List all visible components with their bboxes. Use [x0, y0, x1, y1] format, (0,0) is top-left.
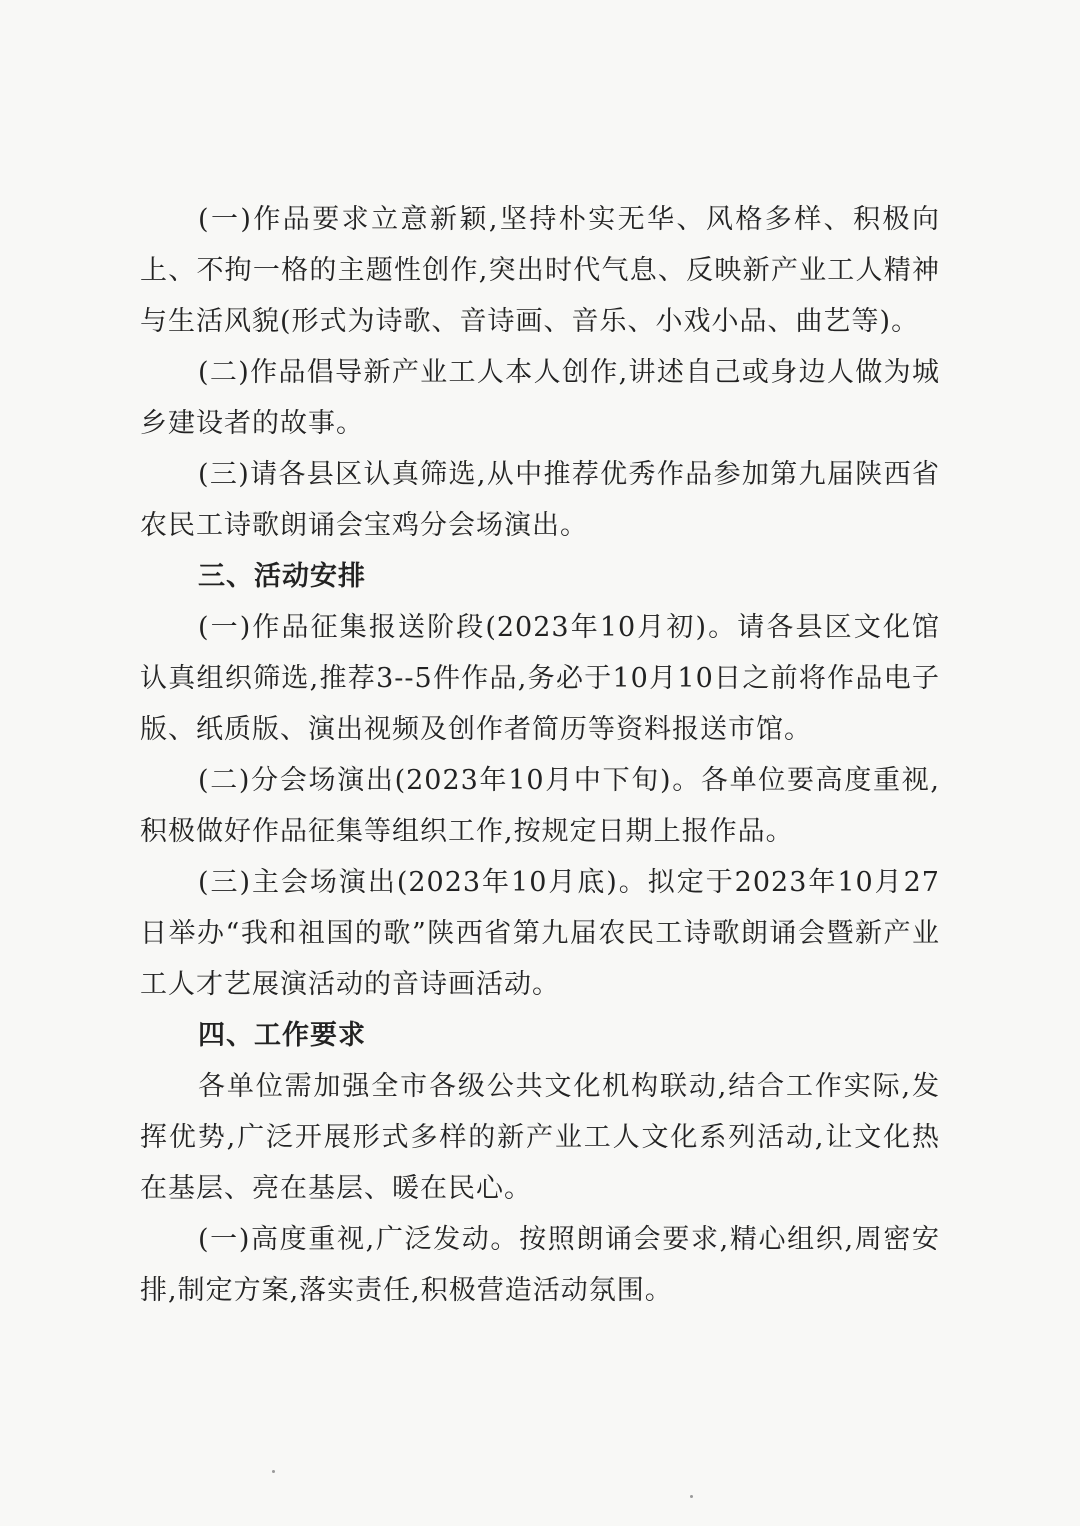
requirement-item-3: (三)请各县区认真筛选,从中推荐优秀作品参加第九届陕西省农民工诗歌朗诵会宝鸡分会场演出。 — [140, 459, 940, 541]
arrangement-item-2: (二)分会场演出(2023年10月中下旬)。各单位要高度重视,积极做好作品征集等组织工作,按规定日期上报作品。 — [140, 765, 940, 847]
scan-speck — [690, 1495, 693, 1498]
arrangement-item-1: (一)作品征集报送阶段(2023年10月初)。请各县区文化馆认真组织筛选,推荐3--5件作品,务必于10月10日之前将作品电子版、纸质版、演出视频及创作者简历等资料报送市馆。 — [140, 612, 941, 745]
scan-speck — [272, 1470, 275, 1473]
section-heading-activity-arrangement: 三、活动安排 — [198, 561, 366, 592]
work-requirement-item-1: (一)高度重视,广泛发动。按照朗诵会要求,精心组织,周密安排,制定方案,落实责任,积极营造活动氛围。 — [140, 1224, 940, 1306]
requirement-item-2: (二)作品倡导新产业工人本人创作,讲述自己或身边人做为城乡建设者的故事。 — [140, 357, 940, 439]
arrangement-item-3: (三)主会场演出(2023年10月底)。拟定于2023年10月27日举办“我和祖国的歌”陕西省第九届农民工诗歌朗诵会暨新产业工人才艺展演活动的音诗画活动。 — [140, 867, 940, 1000]
section-heading-work-requirements: 四、工作要求 — [198, 1020, 366, 1051]
document-body — [140, 194, 940, 1316]
requirement-item-1: (一)作品要求立意新颖,坚持朴实无华、风格多样、积极向上、不拘一格的主题性创作,突出时代气息、反映新产业工人精神与生活风貌(形式为诗歌、音诗画、音乐、小戏小品、曲艺等)。 — [140, 204, 940, 337]
work-requirements-intro: 各单位需加强全市各级公共文化机构联动,结合工作实际,发挥优势,广泛开展形式多样的新产业工人文化系列活动,让文化热在基层、亮在基层、暖在民心。 — [140, 1071, 940, 1204]
